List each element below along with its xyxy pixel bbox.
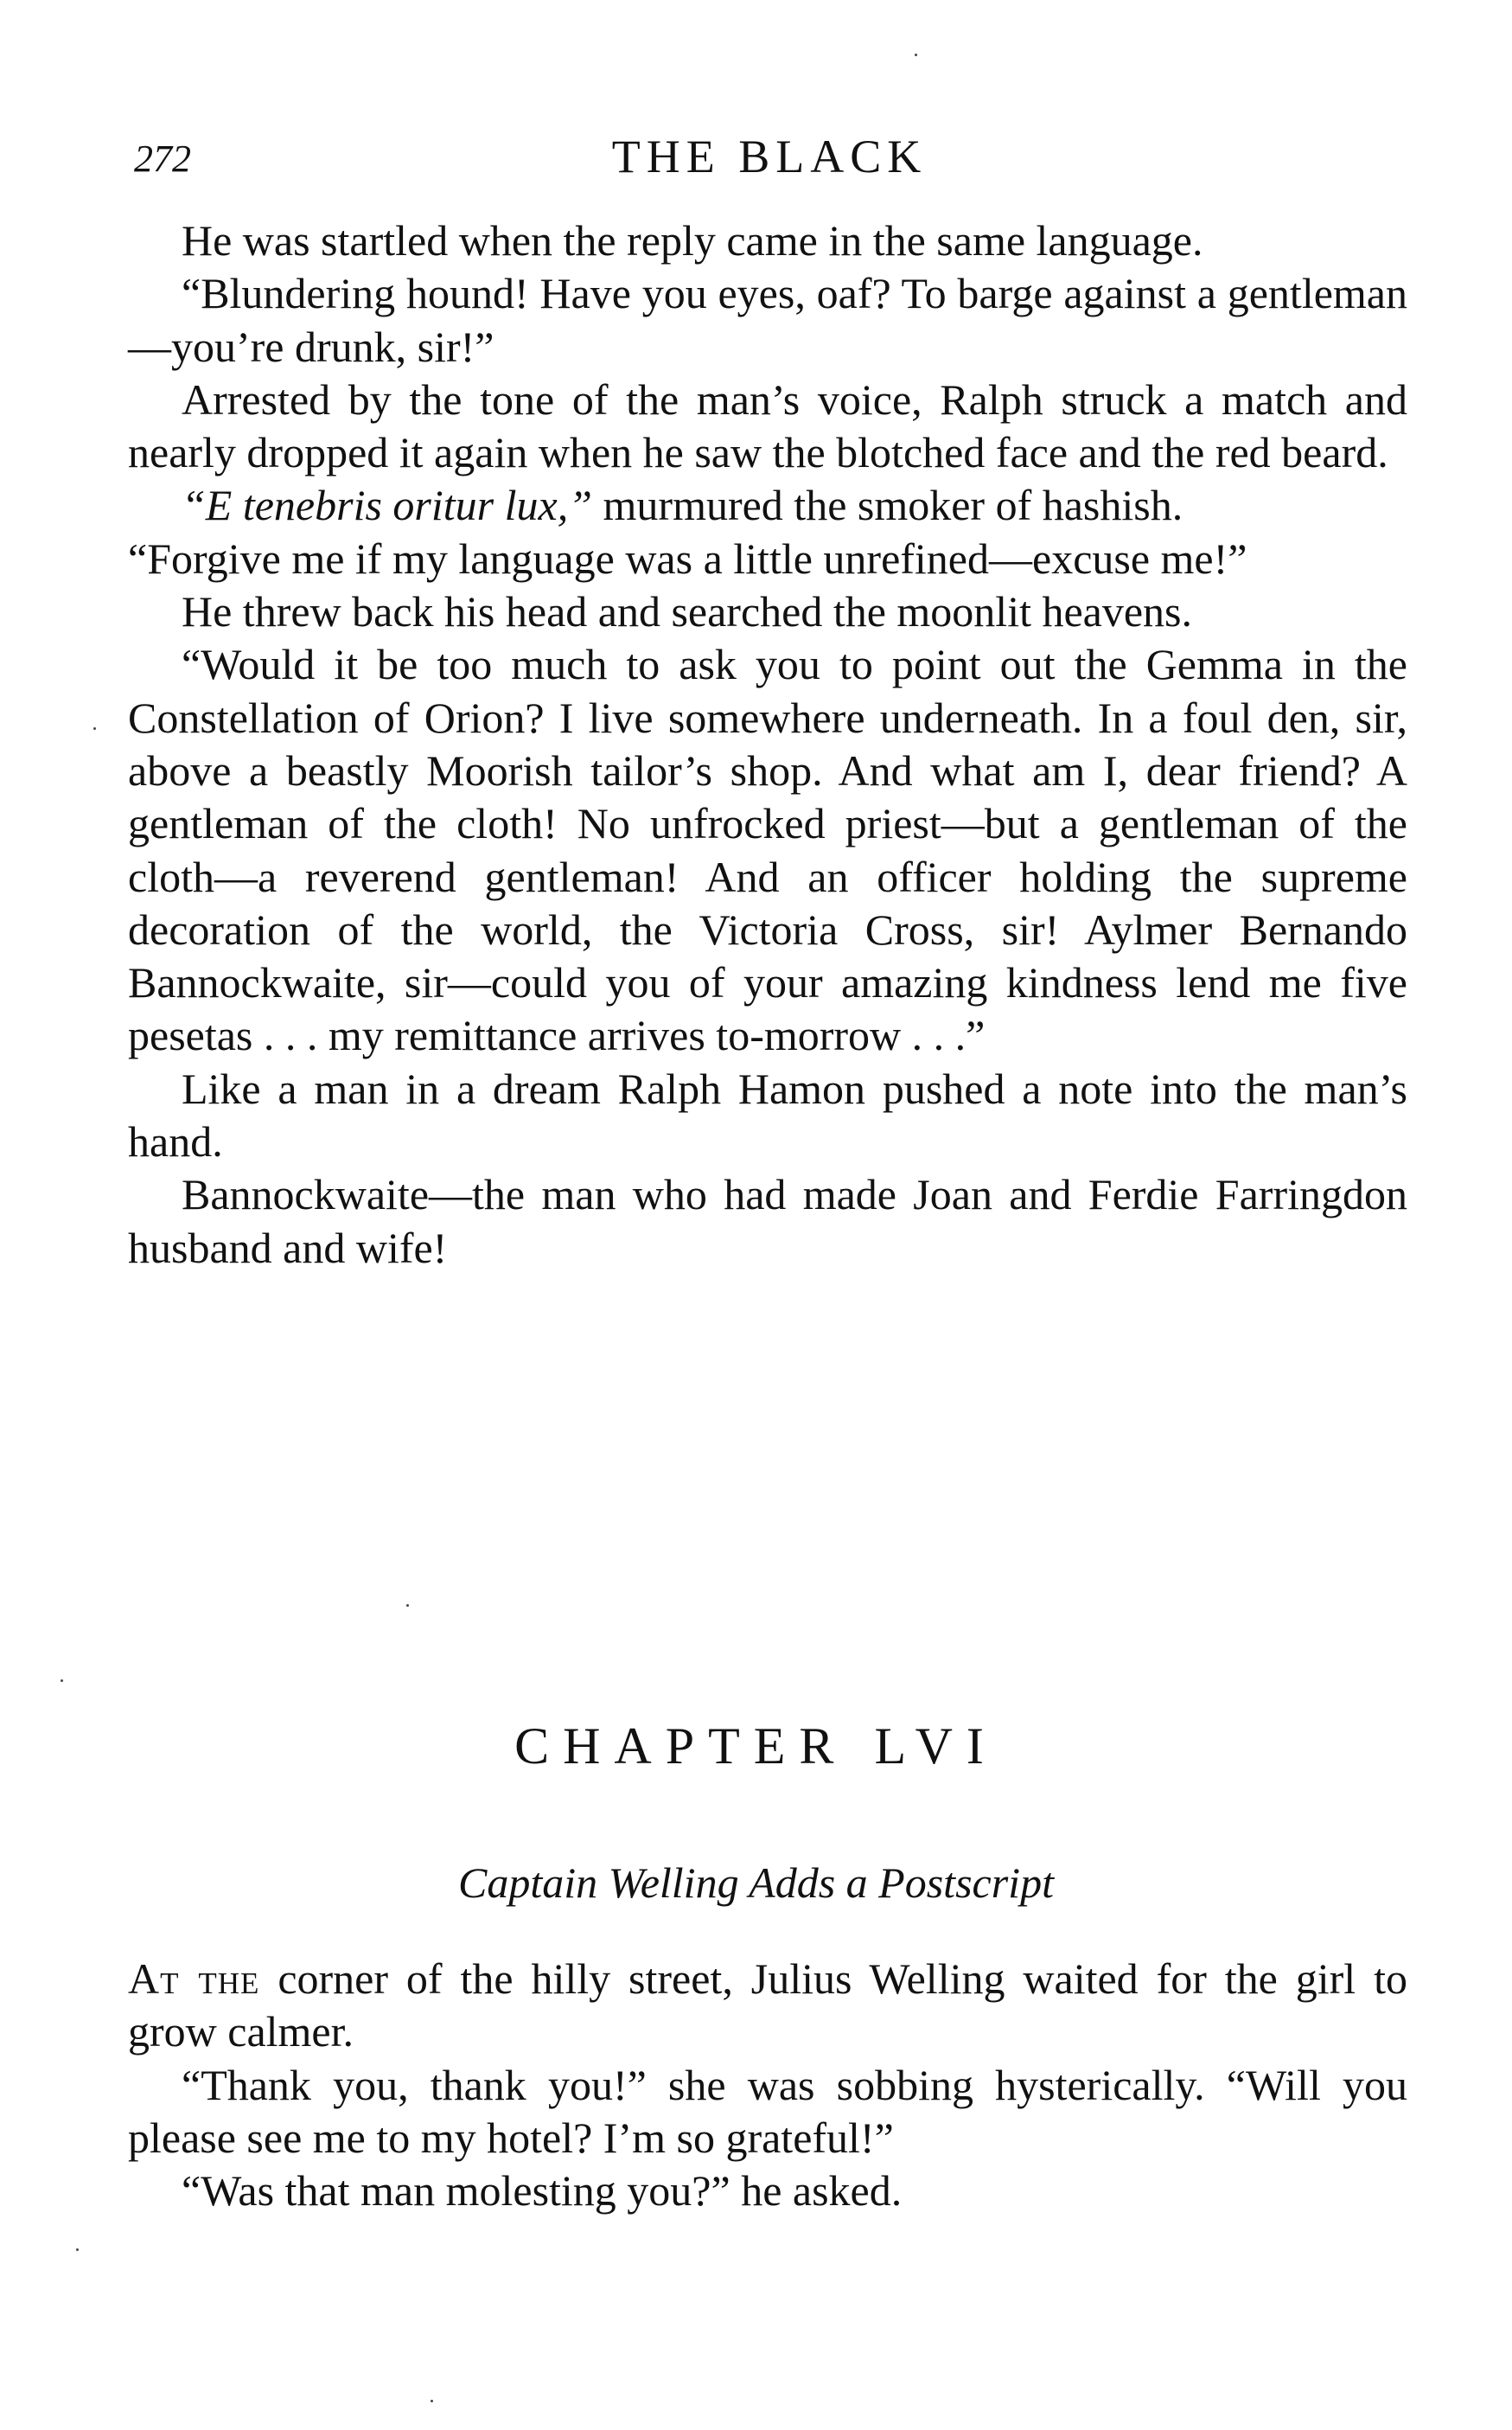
opening-text: corner of the hilly street, Julius Welling waited for the girl to grow calmer. bbox=[128, 1954, 1407, 2056]
opening-smallcaps: At the bbox=[128, 1954, 260, 2003]
running-title: THE BLACK bbox=[611, 131, 928, 182]
running-head bbox=[134, 130, 1405, 190]
paper-speck bbox=[431, 2400, 433, 2402]
paper-speck bbox=[406, 1604, 409, 1607]
paragraph: “Would it be too much to ask you to point out the Gemma in the Constellation of Orion? I live somewhere underneath. In a foul den, sir, above a beastly Moorish tailor’s shop. And what am I, dear friend? A gentleman of the cloth! No unfrocked priest—but a gentleman of the cloth—a reverend gentleman! And an officer holding the supreme decoration of the world, the Victoria Cross, sir! Aylmer Bernando Bannockwaite, sir—could you of your amazing kindness lend me five pesetas . . . my remittance arrives to-morrow . . .” bbox=[128, 640, 1407, 1060]
body-text bbox=[128, 214, 1407, 1275]
paragraph: Arrested by the tone of the man’s voice, Ralph struck a match and nearly dropped it again when he saw the blotched face and the red beard. bbox=[128, 374, 1407, 477]
paragraph: “Blundering hound! Have you eyes, oaf? To barge against a gentleman—you’re drunk, sir!” bbox=[128, 269, 1407, 371]
paper-speck bbox=[61, 1679, 63, 1682]
paper-speck bbox=[93, 727, 96, 730]
paragraph: Bannockwaite—the man who had made Joan and Ferdie Farringdon husband and wife! bbox=[128, 1170, 1407, 1272]
latin-quote: “E tenebris oritur lux,” bbox=[182, 481, 593, 530]
chapter-subtitle: Captain Welling Adds a Postscript bbox=[458, 1858, 1054, 1907]
paragraph: He was startled when the reply came in the same language. bbox=[182, 216, 1203, 265]
paragraph: Like a man in a dream Ralph Hamon pushed a note into the man’s hand. bbox=[128, 1064, 1407, 1167]
chapter-text bbox=[128, 1953, 1407, 2217]
paragraph: “Forgive me if my language was a little unrefined—excuse me!” bbox=[128, 534, 1247, 583]
chapter-opening-paragraph bbox=[128, 1953, 1407, 2059]
paragraph: “Was that man molesting you?” he asked. bbox=[182, 2166, 903, 2216]
chapter-heading: CHAPTER LVI bbox=[514, 1717, 998, 1775]
paper-speck bbox=[915, 54, 917, 56]
paragraph: He threw back his head and searched the moonlit heavens. bbox=[182, 587, 1193, 636]
paragraph-latin-quote bbox=[128, 479, 1407, 532]
paper-speck bbox=[76, 2248, 79, 2251]
paragraph: “Thank you, thank you!” she was sobbing hysterically. “Will you please see me to my hotel? I’m so grateful!” bbox=[128, 2060, 1407, 2162]
quote-attribution: murmured the smoker of hashish. bbox=[592, 481, 1183, 530]
page-number: 272 bbox=[134, 137, 191, 180]
